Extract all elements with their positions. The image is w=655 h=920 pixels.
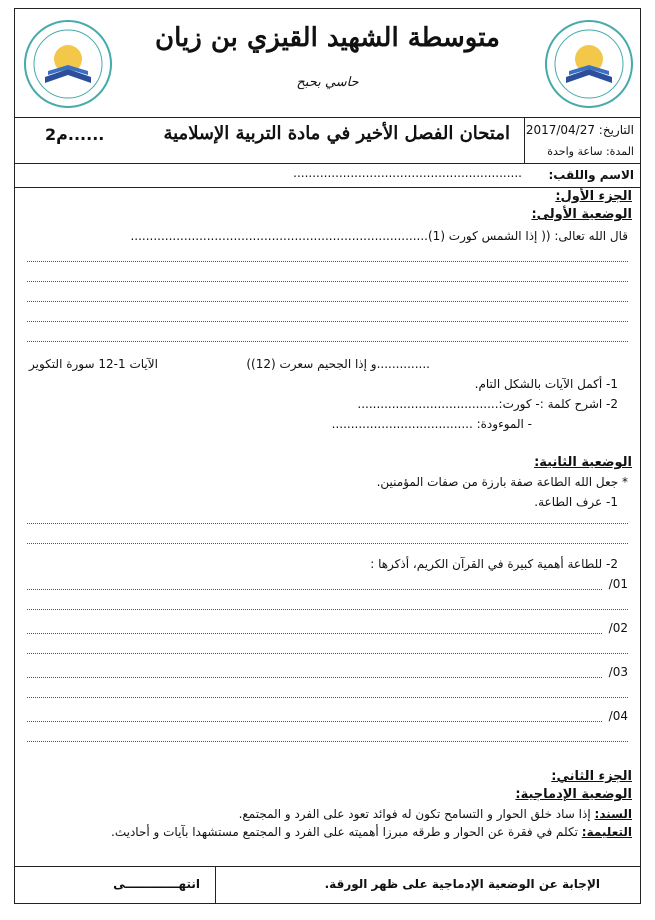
answer-line[interactable]: [27, 543, 628, 544]
answer-line[interactable]: [27, 589, 602, 590]
answer-line[interactable]: [27, 741, 628, 742]
student-name-row: [15, 163, 640, 188]
school-name: متوسطة الشهيد القيزي بن زيان: [155, 23, 500, 53]
divider: [524, 117, 525, 163]
header: [15, 9, 640, 118]
verse-end: ..............و إذا الجحيم سعرت (12)): [246, 357, 430, 371]
verse-reference: الآيات 1-12 سورة التكوير: [29, 357, 158, 371]
class-level: 2م......: [45, 125, 105, 144]
footer: [15, 866, 640, 903]
answer-line[interactable]: [27, 633, 602, 634]
instruction-content: تكلم في فقرة عن الحوار و طرقه مبرزا أهميته على الفرد و المجتمع مستشهدا بآيات و أحاديث.: [111, 825, 578, 839]
part2-heading: الجزء الثاني:: [551, 769, 632, 784]
situation2-heading: الوضعية الثانية:: [534, 455, 632, 470]
list-item-number: 02/: [608, 621, 628, 635]
answer-line[interactable]: [27, 261, 628, 262]
instruction-label: التعليمة:: [581, 825, 632, 839]
support-text: [239, 807, 632, 821]
verse-start: قال الله تعالى: (( إذا الشمس كورت (1)..............................................................................: [130, 229, 628, 243]
list-item-number: 03/: [608, 665, 628, 679]
support-label: السند:: [594, 807, 632, 821]
list-item-number: 01/: [608, 577, 628, 591]
exam-duration: المدة: ساعة واحدة: [547, 145, 634, 158]
instruction-text: [111, 825, 632, 839]
footer-note: الإجابة عن الوضعية الإدماجية على ظهر الورقة.: [324, 877, 600, 891]
exam-date: التاريخ: 2017/04/27: [525, 123, 634, 137]
end-marker: انتهـــــــــــــى: [113, 877, 200, 891]
situation2-question-1: 1- عرف الطاعة.: [534, 495, 618, 509]
answer-line[interactable]: [27, 721, 602, 722]
answer-line[interactable]: [27, 281, 628, 282]
question-2a: 2- اشرح كلمة :- كورت:.....................................: [357, 397, 618, 411]
answer-line[interactable]: [27, 523, 628, 524]
divider: [215, 867, 216, 903]
question-2b: - الموءودة: .....................................: [331, 417, 532, 431]
question-1: 1- أكمل الآيات بالشكل التام.: [474, 377, 618, 391]
integration-situation-heading: الوضعية الإدماجية:: [515, 787, 632, 802]
answer-line[interactable]: [27, 677, 602, 678]
situation2-intro: * جعل الله الطاعة صفة بارزة من صفات المؤمنين.: [376, 475, 628, 489]
part1-heading: الجزء الأول:: [555, 189, 632, 204]
name-label: الاسم واللقب:: [548, 168, 634, 182]
exam-title: امتحان الفصل الأخير في مادة التربية الإسلامية: [163, 123, 510, 144]
answer-line[interactable]: [27, 697, 628, 698]
answer-line[interactable]: [27, 341, 628, 342]
situation2-question-2: 2- للطاعة أهمية كبيرة في القرآن الكريم، أذكرها :: [370, 557, 618, 571]
answer-line[interactable]: [27, 609, 628, 610]
situation1-heading: الوضعية الأولى:: [531, 207, 632, 222]
answer-line[interactable]: [27, 301, 628, 302]
city-name: حاسي بحبح: [296, 75, 359, 90]
name-field[interactable]: ............................................................: [293, 166, 522, 180]
answer-line[interactable]: [27, 321, 628, 322]
exam-sheet: [14, 8, 641, 904]
list-item-number: 04/: [608, 709, 628, 723]
exam-title-bar: [15, 117, 640, 164]
answer-line[interactable]: [27, 653, 628, 654]
support-content: إذا ساد خلق الحوار و التسامح تكون له فوائد تعود على الفرد و المجتمع.: [238, 807, 591, 821]
